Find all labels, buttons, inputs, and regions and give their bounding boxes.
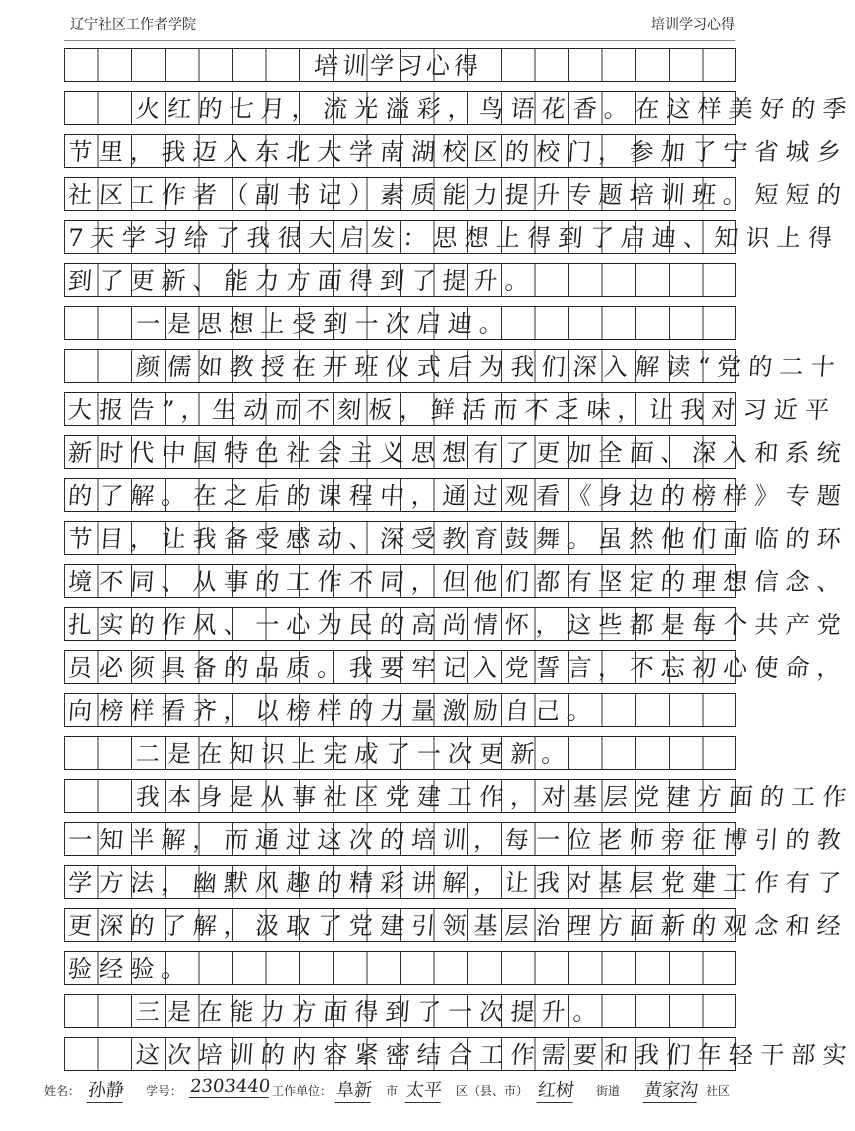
handwritten-line: 节目，让我备受感动、深受教育鼓舞。虽然他们面临的环 xyxy=(67,525,849,553)
handwritten-line: 到了更新、能力方面得到了提升。 xyxy=(67,267,537,295)
manuscript-row xyxy=(64,1037,855,1071)
header-divider xyxy=(64,40,735,41)
handwritten-line: 颜儒如教授在开班仪式后为我们深入解读“党的二十 xyxy=(135,353,843,381)
handwritten-line: 境不同、从事的工作不同，但他们都有坚定的理想信念、 xyxy=(67,568,849,596)
manuscript-row xyxy=(64,865,849,899)
manuscript-row xyxy=(64,48,736,82)
manuscript-row xyxy=(64,908,849,942)
handwritten-line: 大报告”，生动而不刻板，鲜活而不乏味，让我对习近平 xyxy=(67,396,838,424)
manuscript-grid-paper xyxy=(64,48,855,1069)
handwritten-line: 火红的七月，流光溢彩，鸟语花香。在这样美好的季 xyxy=(135,95,855,123)
name-value: 孙静 xyxy=(87,1076,126,1103)
handwritten-line: 验经验。 xyxy=(67,955,194,983)
handwritten-line: 更深的了解，汲取了党建引领基层治理方面新的观念和经 xyxy=(67,912,849,940)
handwritten-line: 7天学习给了我很大启发：思想上得到了启迪、知识上得 xyxy=(67,224,841,252)
handwritten-line: 三是在能力方面得到了一次提升。 xyxy=(135,998,605,1026)
manuscript-row xyxy=(64,607,849,641)
manuscript-row xyxy=(64,435,849,469)
handwritten-line: 向榜样看齐，以榜样的力量激励自己。 xyxy=(67,697,600,725)
manuscript-row xyxy=(64,220,841,254)
handwritten-line: 节里，我迈入东北大学南湖校区的校门，参加了宁省城乡 xyxy=(67,138,849,166)
street-suffix: 街道 xyxy=(596,1084,621,1098)
manuscript-row xyxy=(64,650,849,684)
handwritten-line: 扎实的作风、一心为民的高尚情怀，这些都是每个共产党 xyxy=(67,611,849,639)
manuscript-row xyxy=(64,349,843,383)
header-left-title: 辽宁社区工作者学院 xyxy=(70,17,196,33)
handwritten-line: 新时代中国特色社会主义思想有了更加全面、深入和系统 xyxy=(67,439,849,467)
community-suffix: 社区 xyxy=(706,1084,731,1098)
manuscript-row xyxy=(64,91,855,125)
handwritten-line: 这次培训的内容紧密结合工作需要和我们年轻干部实 xyxy=(135,1041,855,1069)
id-label: 学号： xyxy=(146,1084,183,1098)
manuscript-row xyxy=(64,564,849,598)
handwritten-line: 一是思想上受到一次启迪。 xyxy=(135,310,512,338)
handwritten-line: 社区工作者（副书记）素质能力提升专题培训班。短短的 xyxy=(67,181,849,209)
manuscript-row xyxy=(64,177,849,211)
essay-title: 培训学习心得 xyxy=(313,52,483,80)
name-label: 姓名： xyxy=(44,1084,81,1098)
manuscript-row xyxy=(64,306,736,340)
city-value: 阜新 xyxy=(335,1076,374,1103)
handwritten-line: 学方法，幽默风趣的精彩讲解，让我对基层党建工作有了 xyxy=(67,869,849,897)
city-suffix: 市 xyxy=(386,1084,399,1098)
manuscript-row xyxy=(64,693,736,727)
district-value: 太平 xyxy=(405,1076,444,1103)
footer-info xyxy=(44,1074,764,1104)
street-value: 红树 xyxy=(537,1076,576,1103)
manuscript-row xyxy=(64,822,849,856)
manuscript-row xyxy=(64,134,849,168)
handwritten-line: 的了解。在之后的课程中，通过观看《身边的榜样》专题 xyxy=(67,482,849,510)
community-value: 黄家沟 xyxy=(643,1076,700,1103)
handwritten-line: 一知半解，而通过这次的培训，每一位老师旁征博引的教 xyxy=(67,826,849,854)
id-value: 2303440 xyxy=(188,1076,272,1097)
manuscript-row xyxy=(64,736,736,770)
manuscript-row xyxy=(64,779,855,813)
manuscript-row xyxy=(64,521,849,555)
manuscript-row xyxy=(64,263,736,297)
handwritten-line: 二是在知识上完成了一次更新。 xyxy=(135,740,574,768)
district-suffix: 区（县、市） xyxy=(456,1084,529,1098)
manuscript-row xyxy=(64,994,736,1028)
handwritten-line: 员必须具备的品质。我要牢记入党誓言，不忘初心使命， xyxy=(67,654,849,682)
header-right-title: 培训学习心得 xyxy=(651,17,735,33)
manuscript-row xyxy=(64,478,849,512)
handwritten-line: 我本身是从事社区党建工作，对基层党建方面的工作 xyxy=(135,783,855,811)
manuscript-row xyxy=(64,951,736,985)
manuscript-row xyxy=(64,392,838,426)
unit-label: 工作单位： xyxy=(272,1084,333,1098)
